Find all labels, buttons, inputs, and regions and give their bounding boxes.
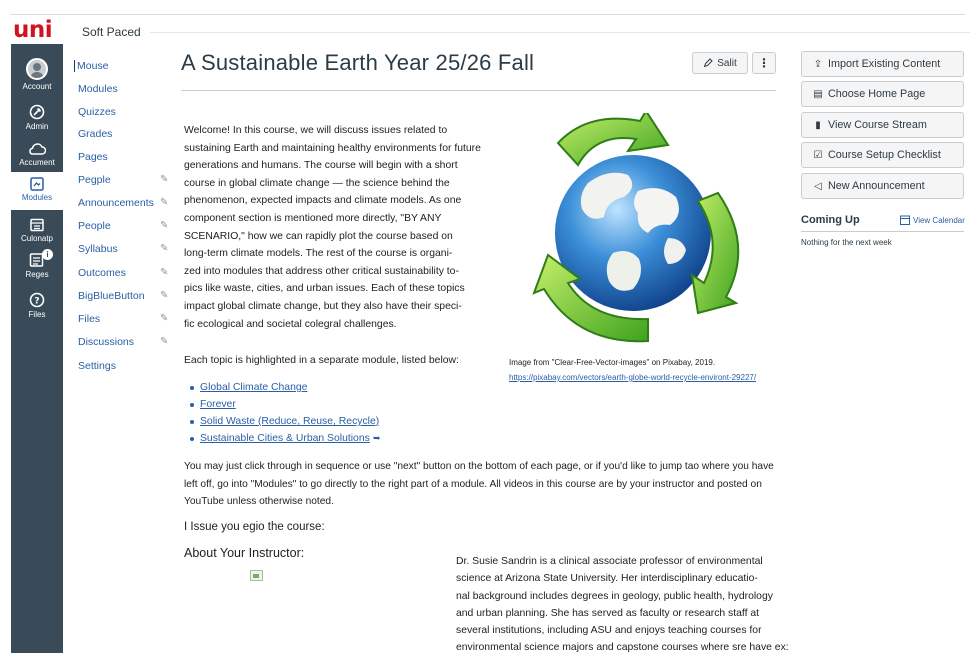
view-course-stream-button[interactable]: ▮ View Course Stream [801,112,964,138]
list-item [200,396,380,413]
svg-text:?: ? [34,296,40,307]
topics-lead: Each topic is highlighted in a separate module, listed below: [184,355,459,366]
topic-link-solid-waste[interactable]: Solid Waste (Reduce, Reuse, Recycle) [200,416,380,427]
global-nav-files[interactable] [11,292,63,319]
home-page-icon: ▤ [813,88,823,100]
hidden-eye-icon: ✎ [160,197,169,208]
global-nav-label: Reges [25,270,49,279]
import-icon: ⇪ [813,58,823,70]
global-nav-label: Accument [19,158,55,167]
issue-line: I Issue you egio the course: [184,521,325,533]
global-nav-account[interactable] [11,58,63,91]
hidden-eye-icon: ✎ [160,336,169,347]
course-nav-item-pages[interactable]: Pages [78,151,108,163]
admin-icon [29,104,45,120]
modules-icon [30,177,44,191]
global-nav-label: Files [28,310,46,319]
course-nav-item-settings[interactable]: Settings [78,360,116,372]
course-nav-item-modules[interactable]: Modules [78,83,118,95]
title-divider [181,90,776,91]
course-nav-item-syllabus[interactable]: Syllabus ✎ [78,243,169,255]
global-nav-reges[interactable] [11,252,63,279]
import-existing-content-button[interactable]: ⇪ Import Existing Content [801,51,964,77]
stream-icon: ▮ [815,119,821,131]
edit-button-label: Salit [717,57,737,69]
course-nav-item-pegple[interactable]: Pegple ✎ [78,174,169,186]
course-nav-item-files[interactable]: Files ✎ [78,313,169,325]
topic-link-sustainable-cities[interactable]: Sustainable Cities & Urban Solutions [200,433,370,444]
view-calendar-link[interactable]: View Calendar [900,215,965,225]
course-nav-item-bigbluebutton[interactable]: BigBlueButton ✎ [78,290,169,302]
global-nav-accument[interactable] [11,142,63,167]
new-announcement-button[interactable]: ◁ New Announcement [801,173,964,199]
global-nav [11,44,63,653]
about-instructor-heading: About Your Instructor: [184,546,305,560]
hidden-eye-icon: ✎ [160,267,169,278]
navigation-paragraph: You may just click through in sequence or use "next" button on the bottom of each page, or if you'd like to jump tao where you have left off, go into "Modules" to go directly to the right part of a module. All videos in this course are by your instructor and posted on YouTube unless otherwise noted. [184,461,774,507]
instructor-photo [250,570,263,581]
coming-up-heading: Coming Up [801,214,860,226]
course-nav-item-announcements[interactable]: Announcements ✎ [78,197,169,209]
course-nav-item-mouse[interactable]: Mouse [74,60,169,72]
brand-logo[interactable]: uni [13,17,53,43]
course-breadcrumb[interactable]: Soft Paced [82,25,141,39]
topic-list [200,379,380,447]
hidden-eye-icon: ✎ [160,313,169,324]
course-nav-item-people[interactable]: People ✎ [78,220,169,232]
global-nav-admin[interactable] [11,104,63,131]
instructor-bio: Dr. Susie Sandrin is a clinical associate professor of environmental science at Arizona State University. Her interdisciplinary educatio- nal background includes degrees in geology, public health, hydrology and urban planning. She has served as faculty or research staff at several institutions, including ASU and enjoys teaching courses for environmental science majors and capstone courses where sre have ex: [456,556,789,653]
course-setup-checklist-button[interactable]: ☑ Course Setup Checklist [801,142,964,168]
course-nav-item-quizzes[interactable]: Quizzes [78,106,116,118]
caption-text: Image from "Clear-Free-Vector-images" on Pixabay, 2019. [509,358,716,367]
list-item [200,430,380,447]
hidden-eye-icon: ✎ [160,290,169,301]
calendar-icon [30,218,44,232]
choose-home-page-button[interactable]: ▤ Choose Home Page [801,81,964,107]
more-options-button[interactable]: ⋮ [752,52,776,74]
top-rule [10,14,965,15]
calendar-icon [900,215,910,225]
coming-up-divider [801,231,964,232]
notification-badge: i [42,249,53,260]
hidden-eye-icon: ✎ [160,174,169,185]
recycle-globe-image [518,113,748,345]
list-item [200,413,380,430]
page-title: A Sustainable Earth Year 25/26 Fall [181,50,535,75]
external-link-icon: ➥ [372,433,381,443]
account-avatar [26,58,48,80]
pencil-icon [703,58,713,68]
hidden-eye-icon: ✎ [160,243,169,254]
course-nav-item-grades[interactable]: Grades [78,128,113,140]
image-source-link[interactable]: https://pixabay.com/vectors/earth-globe-world-recycle-environt-29227/ [509,373,757,382]
image-caption [509,355,779,385]
edit-button[interactable] [692,52,748,74]
header-rule [150,32,970,33]
checklist-icon: ☑ [813,149,823,161]
course-nav-item-outcomes[interactable]: Outcomes ✎ [78,267,169,279]
coming-up-empty: Nothing for the next week [801,238,892,247]
intro-paragraph: Welcome! In this course, we will discuss issues related to sustaining Earth and maintaining healthy environments for future generations and humans. The course will begin with a short course in global climate change — the science behind the phenomenon, expected impacts and climate models. As one component section is mentioned more directly, "BY ANY SCENARIO," how we can rapidly plot the course based on long-term climate models. The rest of the course is organi- zed into modules that address other critical sustainability to- pics like waste, cities, and urban issues. Each of these topics impact global climate change, but they also have their speci- fic ecological and societal colegral challenges. [184,125,481,330]
global-nav-label: Culonatp [20,234,54,243]
topic-link-global-climate-change[interactable]: Global Climate Change [200,382,308,393]
hidden-eye-icon: ✎ [160,220,169,231]
announcement-icon: ◁ [814,180,822,192]
list-item [200,379,380,396]
global-nav-label: Modules [21,193,53,202]
topic-link-forever[interactable]: Forever [200,399,236,410]
global-nav-culonatp[interactable] [11,218,63,243]
cloud-icon [28,142,46,156]
global-nav-label: Account [22,82,52,91]
course-nav-item-discussions[interactable]: Discussions ✎ [78,336,169,348]
global-nav-modules[interactable] [11,172,63,210]
global-nav-label: Admin [25,122,49,131]
help-icon [29,292,45,308]
